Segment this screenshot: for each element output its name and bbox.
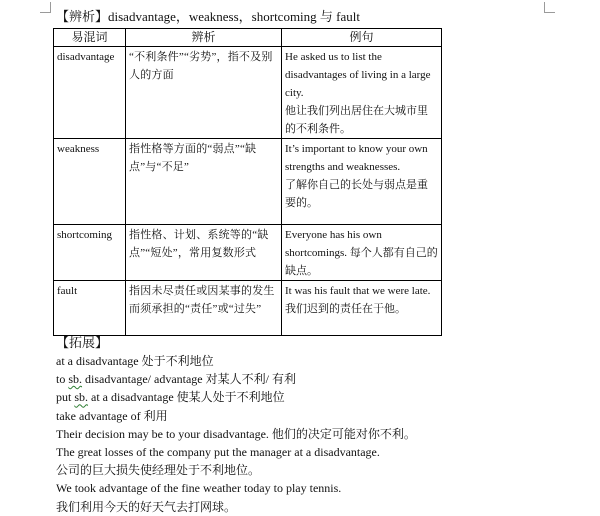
example-text: Their decision may be to your disadvantage. 他们的决定可能对你不利。 [56, 426, 416, 441]
cell-example [282, 139, 442, 225]
example-text: The great losses of the company put the manager at a disadvantage. [56, 445, 380, 460]
example-text: 公司的巨大损失使经理处于不利地位。 [56, 463, 261, 478]
table-row [54, 47, 442, 139]
header-analysis: 辨析 [126, 29, 282, 47]
cell-analysis: 指性格等方面的“弱点”“缺点”与“不足” [126, 139, 282, 225]
example-text: 我们利用今天的好天气去打网球。 [56, 499, 237, 514]
cell-analysis: 指因未尽责任或因某事的发生而须承担的“责任”或“过失” [126, 281, 282, 336]
table-header-row [54, 29, 442, 47]
header-word: 易混词 [54, 29, 126, 47]
comparison-table [53, 28, 442, 336]
spellcheck-flagged-word[interactable]: sb. [74, 390, 89, 405]
cell-example [282, 281, 442, 336]
list-item [56, 498, 586, 516]
phrase-text: at a disadvantage 使某人处于不利地位 [88, 390, 285, 405]
page-corner-mark-right [544, 2, 555, 13]
spellcheck-flagged-word[interactable]: sb. [68, 372, 83, 387]
phrase-text: to [56, 372, 69, 387]
cell-example [282, 47, 442, 139]
extension-list [56, 352, 586, 516]
list-item [56, 407, 586, 425]
page-corner-mark-left [40, 2, 51, 13]
example-translation: 他让我们列出居住在大城市里的不利条件。 [285, 105, 428, 135]
list-item [56, 388, 586, 406]
table-row [54, 281, 442, 336]
phrase-text: put [56, 390, 75, 405]
example-translation: 我们迟到的责任在于他。 [285, 303, 406, 315]
phrase-text: disadvantage/ advantage 对某人不利/ 有利 [82, 372, 296, 387]
cell-example [282, 225, 442, 281]
table-row [54, 139, 442, 225]
list-item [56, 352, 586, 370]
table-row [54, 225, 442, 281]
example-sentence: It was his fault that we were late. [285, 285, 431, 297]
example-sentence: He asked us to list the disadvantages of living in a large city. [285, 51, 431, 99]
cell-word: weakness [54, 139, 126, 225]
list-item [56, 425, 586, 443]
extension-heading: 【拓展】 [56, 335, 109, 350]
example-translation: 了解你自己的长处与弱点是重要的。 [285, 179, 428, 209]
cell-word: shortcoming [54, 225, 126, 281]
example-sentence: It’s important to know your own strengths and weaknesses. [285, 143, 428, 173]
phrase-text: at a disadvantage 处于不利地位 [56, 354, 214, 368]
list-item [56, 461, 586, 479]
example-translation: 每个人都有自己的缺点。 [285, 247, 438, 277]
example-text: We took advantage of the fine weather today to play tennis. [56, 481, 342, 496]
list-item [56, 479, 586, 497]
cell-analysis: “不利条件”“劣势”，指不及别人的方面 [126, 47, 282, 139]
phrase-text: take advantage of 利用 [56, 408, 168, 423]
cell-word: fault [54, 281, 126, 336]
list-item [56, 370, 586, 388]
section-heading: 【辨析】disadvantage，weakness，shortcoming 与 fault [56, 9, 360, 24]
example-sentence: Everyone has his own shortcomings. [285, 229, 382, 259]
cell-word: disadvantage [54, 47, 126, 139]
cell-analysis: 指性格、计划、系统等的“缺点”“短处”，常用复数形式 [126, 225, 282, 281]
header-example: 例句 [282, 29, 442, 47]
list-item [56, 443, 586, 461]
